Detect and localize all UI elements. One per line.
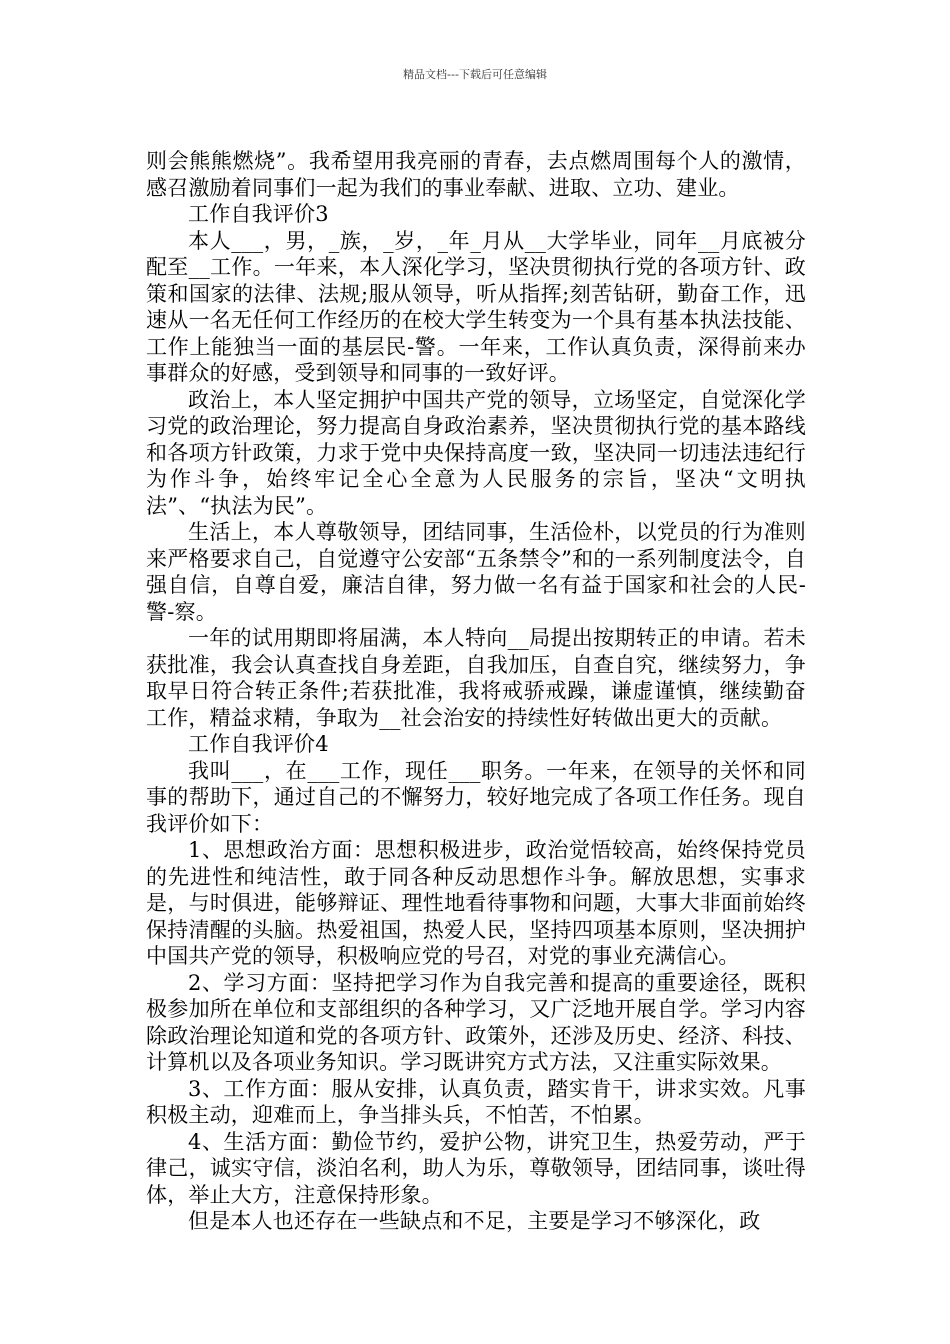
paragraph: 1、思想政治方面：思想积极进步，政治觉悟较高，始终保持党员的先进性和纯洁性，敢于同各种反动思想作斗争。解放思想，实事求是，与时俱进，能够辩证、理性地看待事物和问题，大事大非面前始终保持清醒的头脑。热爱祖国，热爱人民，坚持四项基本原则，坚决拥护中国共产党的领导，积极响应党的号召，对党的事业充满信心。: [146, 838, 806, 968]
paragraph: 我叫___，在___工作，现任___职务。一年来，在领导的关怀和同事的帮助下，通过自己的不懈努力，较好地完成了各项工作任务。现自我评价如下：: [146, 758, 806, 836]
paragraph: 本人___，男，_族，_岁，_年_月从__大学毕业，同年__月底被分配至__工作。一年来，本人深化学习，坚决贯彻执行党的各项方针、政策和国家的法律、法规;服从领导，听从指挥;刻苦钻研，勤奋工作，迅速从一名无任何工作经历的在校大学生转变为一个具有基本执法技能、工作上能独当一面的基层民-警。一年来，工作认真负责，深得前来办事群众的好感，受到领导和同事的一致好评。: [146, 228, 806, 385]
paragraph: 2、学习方面：坚持把学习作为自我完善和提高的重要途径，既积极参加所在单位和支部组织的各种学习，又广泛地开展自学。学习内容除政治理论知道和党的各项方针、政策外，还涉及历史、经济、科技、计算机以及各项业务知识。学习既讲究方式方法，又注重实际效果。: [146, 970, 806, 1074]
page-header: 精品文档---下载后可任意编辑: [403, 68, 547, 81]
paragraph: 一年的试用期即将届满，本人特向__局提出按期转正的申请。若未获批准，我会认真查找自身差距，自我加压，自查自究，继续努力，争取早日符合转正条件;若获批准，我将戒骄戒躁，谦虚谨慎，继续勤奋工作，精益求精，争取为__社会治安的持续性好转做出更大的贡献。: [146, 626, 806, 730]
document-body: [146, 148, 806, 1235]
section-heading: 工作自我评价3: [188, 202, 329, 226]
section-heading: 工作自我评价4: [188, 732, 329, 756]
paragraph: 4、生活方面：勤俭节约，爱护公物，讲究卫生，热爱劳动，严于律己，诚实守信，淡泊名利，助人为乐，尊敬领导，团结同事，谈吐得体，举止大方，注意保持形象。: [146, 1129, 806, 1207]
paragraph: 政治上，本人坚定拥护中国共产党的领导，立场坚定，自觉深化学习党的政治理论，努力提高自身政治素养，坚决贯彻执行党的基本路线和各项方针政策，力求于党中央保持高度一致，坚决同一切违法违纪行为作斗争，始终牢记全心全意为人民服务的宗旨，坚决“文明执法”、“执法为民”。: [146, 387, 806, 518]
paragraph: 生活上，本人尊敬领导，团结同事，生活俭朴，以党员的行为准则来严格要求自己，自觉遵守公安部“五条禁令”和的一系列制度法令，自强自信，自尊自爱，廉洁自律，努力做一名有益于国家和社会的人民-警-察。: [146, 520, 806, 624]
paragraph: 则会熊熊燃烧”。我希望用我亮丽的青春，去点燃周围每个人的激情，感召激励着同事们一起为我们的事业奉献、进取、立功、建业。: [146, 149, 806, 200]
paragraph: 但是本人也还存在一些缺点和不足，主要是学习不够深化，政: [188, 1209, 761, 1233]
paragraph: 3、工作方面：服从安排，认真负责，踏实肯干，讲求实效。凡事积极主动，迎难而上，争当排头兵，不怕苦，不怕累。: [146, 1076, 806, 1127]
